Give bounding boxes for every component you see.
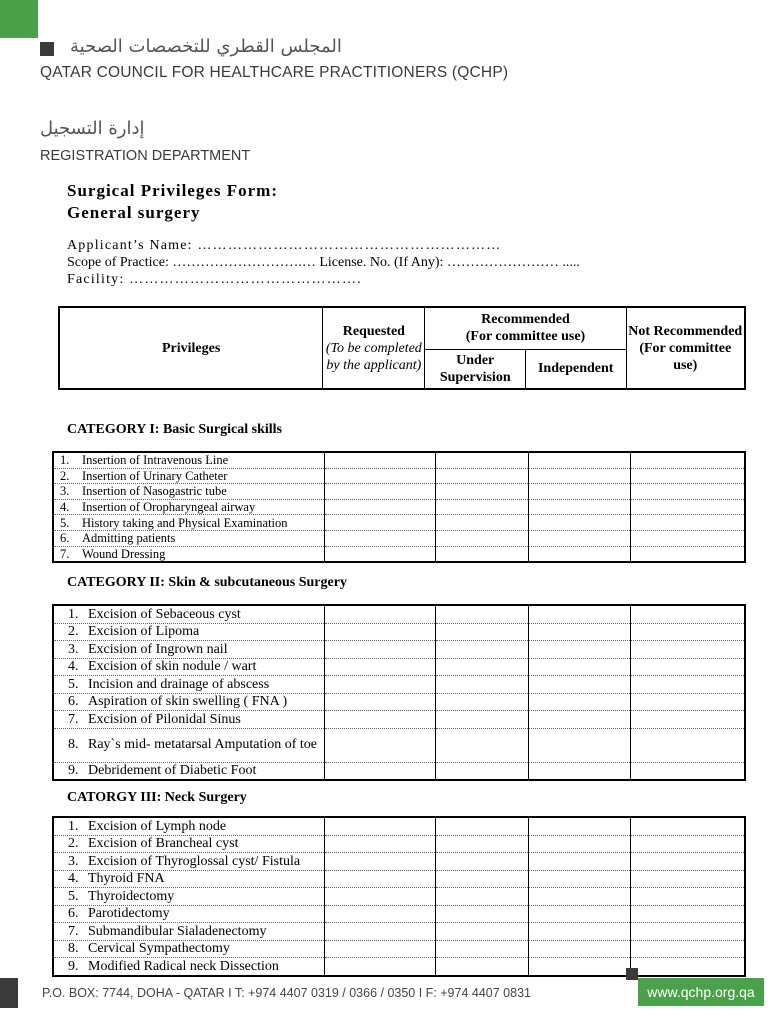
table-row	[53, 940, 745, 958]
privilege-item: 4. Insertion of Oropharyngeal airway	[53, 499, 325, 515]
table-row	[53, 905, 745, 923]
independent-cell[interactable]	[529, 623, 631, 641]
org-name-arabic: المجلس القطري للتخصصات الصحية	[70, 36, 342, 57]
applicant-info	[67, 237, 580, 288]
not-recommended-cell[interactable]	[631, 530, 746, 546]
category-2-title: CATEGORY II: Skin & subcutaneous Surgery	[67, 575, 347, 590]
requested-cell[interactable]	[325, 468, 436, 484]
not-recommended-label: Not Recommended	[628, 323, 743, 339]
under-supervision-cell[interactable]	[436, 870, 529, 888]
category-1-table	[52, 451, 746, 563]
table-row	[53, 762, 745, 780]
under-supervision-cell[interactable]	[436, 468, 529, 484]
privilege-item: 5. Thyroidectomy	[53, 888, 325, 906]
website-link[interactable]: www.qchp.org.qa	[638, 978, 764, 1006]
not-recommended-cell[interactable]	[631, 923, 746, 941]
independent-cell[interactable]	[529, 835, 631, 853]
requested-cell[interactable]	[325, 530, 436, 546]
privilege-item: 2. Excision of Lipoma	[53, 623, 325, 641]
not-recommended-cell[interactable]	[631, 641, 746, 659]
table-row	[53, 835, 745, 853]
requested-cell[interactable]	[325, 641, 436, 659]
independent-cell[interactable]	[529, 940, 631, 958]
table-row	[53, 530, 745, 546]
not-recommended-cell[interactable]	[631, 728, 746, 762]
independent-cell[interactable]	[529, 693, 631, 711]
requested-cell[interactable]	[325, 817, 436, 835]
table-row	[53, 452, 745, 468]
table-row	[53, 676, 745, 694]
privilege-item: 4. Thyroid FNA	[53, 870, 325, 888]
under-supervision-cell[interactable]	[436, 641, 529, 659]
not-recommended-cell[interactable]	[631, 835, 746, 853]
independent-cell[interactable]	[529, 530, 631, 546]
privilege-item: 8. Ray`s mid- metatarsal Amputation of toe	[53, 728, 325, 762]
privilege-item: 9. Modified Radical neck Dissection	[53, 958, 325, 976]
under-supervision-cell[interactable]	[436, 499, 529, 515]
table-row	[53, 468, 745, 484]
privilege-item: 7. Excision of Pilonidal Sinus	[53, 711, 325, 729]
privilege-item: 1. Insertion of Intravenous Line	[53, 452, 325, 468]
not-recommended-cell[interactable]	[631, 623, 746, 641]
form-title	[67, 180, 278, 224]
category-3-table	[52, 816, 746, 977]
not-recommended-cell[interactable]	[631, 484, 746, 500]
requested-cell[interactable]	[325, 658, 436, 676]
org-name-english: QATAR COUNCIL FOR HEALTHCARE PRACTITIONERS (QCHP)	[40, 64, 509, 81]
under-supervision-cell[interactable]	[436, 515, 529, 531]
table-row	[53, 870, 745, 888]
table-row	[53, 711, 745, 729]
requested-cell[interactable]	[325, 958, 436, 976]
requested-cell[interactable]	[325, 728, 436, 762]
independent-cell[interactable]	[529, 452, 631, 468]
table-row	[53, 641, 745, 659]
privilege-item: 3. Insertion of Nasogastric tube	[53, 484, 325, 500]
privilege-item: 7. Wound Dressing	[53, 546, 325, 562]
independent-header: Independent	[525, 349, 626, 389]
not-recommended-cell[interactable]	[631, 515, 746, 531]
requested-cell[interactable]	[325, 835, 436, 853]
privilege-item: 1. Excision of Sebaceous cyst	[53, 605, 325, 623]
not-recommended-cell[interactable]	[631, 958, 746, 976]
requested-cell[interactable]	[325, 762, 436, 780]
category-2-table	[52, 604, 746, 781]
independent-cell[interactable]	[529, 605, 631, 623]
not-recommended-cell[interactable]	[631, 711, 746, 729]
privilege-item: 6. Aspiration of skin swelling ( FNA )	[53, 693, 325, 711]
requested-cell[interactable]	[325, 693, 436, 711]
requested-cell[interactable]	[325, 452, 436, 468]
footer-bar	[0, 978, 18, 1008]
under-supervision-cell[interactable]	[436, 658, 529, 676]
not-recommended-cell[interactable]	[631, 853, 746, 871]
table-row	[53, 888, 745, 906]
not-recommended-note: (For committee use)	[639, 340, 732, 373]
under-supervision-cell[interactable]	[436, 888, 529, 906]
table-row	[53, 623, 745, 641]
category-3-title: CATORGY III: Neck Surgery	[67, 790, 247, 805]
independent-cell[interactable]	[529, 546, 631, 562]
under-supervision-cell[interactable]	[436, 605, 529, 623]
table-row	[53, 728, 745, 762]
table-row	[53, 853, 745, 871]
under-supervision-cell[interactable]	[436, 546, 529, 562]
facility-field[interactable]: Facility: ……………………………………….	[67, 272, 362, 287]
table-row	[53, 923, 745, 941]
privilege-item: 3. Excision of Ingrown nail	[53, 641, 325, 659]
requested-label: Requested	[342, 323, 405, 339]
category-1-title: CATEGORY I: Basic Surgical skills	[67, 422, 282, 437]
privilege-item: 9. Debridement of Diabetic Foot	[53, 762, 325, 780]
requested-note: (To be completed by the applicant)	[325, 340, 422, 373]
table-row	[53, 693, 745, 711]
not-recommended-cell[interactable]	[631, 888, 746, 906]
privilege-item: 2. Insertion of Urinary Catheter	[53, 468, 325, 484]
independent-cell[interactable]	[529, 484, 631, 500]
requested-cell[interactable]	[325, 853, 436, 871]
not-recommended-cell[interactable]	[631, 817, 746, 835]
independent-cell[interactable]	[529, 958, 631, 976]
requested-cell[interactable]	[325, 923, 436, 941]
requested-cell[interactable]	[325, 623, 436, 641]
under-supervision-cell[interactable]	[436, 728, 529, 762]
requested-cell[interactable]	[325, 676, 436, 694]
table-row	[53, 658, 745, 676]
privilege-item: 5. Incision and drainage of abscess	[53, 676, 325, 694]
recommended-label: Recommended	[481, 312, 570, 328]
under-supervision-cell[interactable]	[436, 958, 529, 976]
table-row	[53, 515, 745, 531]
table-row	[53, 546, 745, 562]
footer-contact: P.O. BOX: 7744, DOHA - QATAR I T: +974 4407 0319 / 0366 / 0350 I F: +974 4407 0831	[42, 986, 531, 1000]
privileges-header-table	[58, 306, 746, 390]
not-recommended-cell[interactable]	[631, 940, 746, 958]
not-recommended-cell[interactable]	[631, 546, 746, 562]
privileges-header: Privileges	[59, 307, 323, 389]
under-supervision-cell[interactable]	[436, 762, 529, 780]
under-supervision-header: Under Supervision	[425, 349, 525, 389]
requested-cell[interactable]	[325, 605, 436, 623]
not-recommended-cell[interactable]	[631, 499, 746, 515]
footer-mark	[626, 968, 638, 980]
requested-cell[interactable]	[325, 499, 436, 515]
department-arabic: إدارة التسجيل	[40, 118, 145, 139]
under-supervision-cell[interactable]	[436, 853, 529, 871]
requested-header	[323, 307, 425, 389]
independent-cell[interactable]	[529, 870, 631, 888]
not-recommended-cell[interactable]	[631, 762, 746, 780]
recommended-header	[425, 307, 626, 349]
under-supervision-cell[interactable]	[436, 940, 529, 958]
requested-cell[interactable]	[325, 940, 436, 958]
privilege-item: 6. Parotidectomy	[53, 905, 325, 923]
under-supervision-cell[interactable]	[436, 905, 529, 923]
independent-cell[interactable]	[529, 468, 631, 484]
logo-mark	[40, 42, 54, 56]
requested-cell[interactable]	[325, 888, 436, 906]
not-recommended-cell[interactable]	[631, 605, 746, 623]
independent-cell[interactable]	[529, 817, 631, 835]
independent-cell[interactable]	[529, 923, 631, 941]
requested-cell[interactable]	[325, 870, 436, 888]
not-recommended-cell[interactable]	[631, 676, 746, 694]
under-supervision-cell[interactable]	[436, 676, 529, 694]
privilege-item: 3. Excision of Thyroglossal cyst/ Fistula	[53, 853, 325, 871]
scope-license-field[interactable]: Scope of Practice: ……………………….… License. No. (If Any): …………………… .....	[67, 255, 580, 270]
not-recommended-cell[interactable]	[631, 870, 746, 888]
department-english: REGISTRATION DEPARTMENT	[40, 148, 251, 164]
not-recommended-cell[interactable]	[631, 658, 746, 676]
under-supervision-cell[interactable]	[436, 835, 529, 853]
privilege-item: 8. Cervical Sympathectomy	[53, 940, 325, 958]
table-row	[53, 817, 745, 835]
table-row	[53, 484, 745, 500]
independent-cell[interactable]	[529, 853, 631, 871]
independent-cell[interactable]	[529, 888, 631, 906]
not-recommended-cell[interactable]	[631, 468, 746, 484]
table-row	[53, 958, 745, 976]
privilege-item: 5. History taking and Physical Examination	[53, 515, 325, 531]
table-row	[53, 499, 745, 515]
requested-cell[interactable]	[325, 711, 436, 729]
under-supervision-cell[interactable]	[436, 452, 529, 468]
independent-cell[interactable]	[529, 658, 631, 676]
privilege-item: 2. Excision of Brancheal cyst	[53, 835, 325, 853]
applicant-name-field[interactable]: Applicant’s Name: ……………………………………………………	[67, 238, 502, 253]
form-title-line2: General surgery	[67, 203, 201, 222]
independent-cell[interactable]	[529, 905, 631, 923]
independent-cell[interactable]	[529, 676, 631, 694]
requested-cell[interactable]	[325, 484, 436, 500]
independent-cell[interactable]	[529, 711, 631, 729]
under-supervision-cell[interactable]	[436, 817, 529, 835]
independent-cell[interactable]	[529, 499, 631, 515]
privilege-item: 1. Excision of Lymph node	[53, 817, 325, 835]
not-recommended-header	[626, 307, 745, 389]
under-supervision-cell[interactable]	[436, 530, 529, 546]
under-supervision-cell[interactable]	[436, 693, 529, 711]
independent-cell[interactable]	[529, 728, 631, 762]
independent-cell[interactable]	[529, 762, 631, 780]
requested-cell[interactable]	[325, 515, 436, 531]
under-supervision-cell[interactable]	[436, 711, 529, 729]
independent-cell[interactable]	[529, 641, 631, 659]
not-recommended-cell[interactable]	[631, 693, 746, 711]
under-supervision-cell[interactable]	[436, 623, 529, 641]
not-recommended-cell[interactable]	[631, 905, 746, 923]
privilege-item: 4. Excision of skin nodule / wart	[53, 658, 325, 676]
recommended-note: (For committee use)	[465, 329, 586, 345]
privilege-item: 6. Admitting patients	[53, 530, 325, 546]
under-supervision-cell[interactable]	[436, 484, 529, 500]
privilege-item: 7. Submandibular Sialadenectomy	[53, 923, 325, 941]
under-supervision-cell[interactable]	[436, 923, 529, 941]
requested-cell[interactable]	[325, 546, 436, 562]
table-row	[53, 605, 745, 623]
brand-corner-block	[0, 0, 38, 38]
independent-cell[interactable]	[529, 515, 631, 531]
requested-cell[interactable]	[325, 905, 436, 923]
not-recommended-cell[interactable]	[631, 452, 746, 468]
footer	[0, 978, 770, 1010]
form-title-line1: Surgical Privileges Form:	[67, 181, 279, 200]
